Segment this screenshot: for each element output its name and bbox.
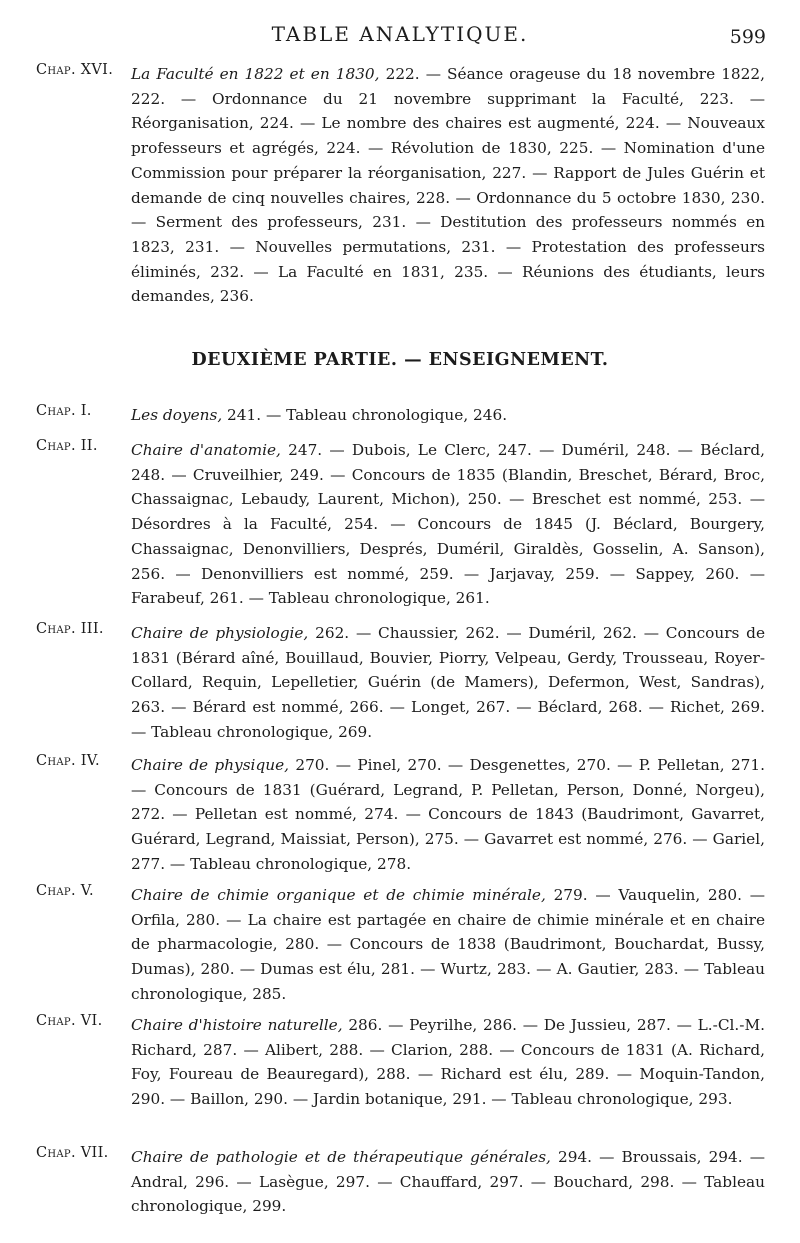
- chapter-body: [131, 62, 765, 309]
- chapter-body: [131, 883, 765, 1007]
- part-heading: DEUXIÈME PARTIE. — ENSEIGNEMENT.: [191, 350, 609, 370]
- chapter-title: La Faculté en 1822 et en 1830,: [131, 65, 380, 83]
- chapter-body: [131, 403, 765, 428]
- chapter-label: Chap. VI.: [36, 1013, 103, 1029]
- page-number: 599: [729, 26, 766, 48]
- chapter-label: Chap. V.: [36, 883, 94, 899]
- chapter-body: [131, 1013, 765, 1112]
- running-header: [0, 22, 800, 52]
- chapter-text: 241. — Tableau chronologique, 246.: [222, 406, 508, 424]
- chapter-title: Les doyens,: [131, 406, 223, 424]
- chapter-title: Chaire de physiologie,: [131, 624, 309, 642]
- chapter-text: 262. — Chaussier, 262. — Duméril, 262. — Concours de 1831 (Bérard aîné, Bouillaud, Bouvier, Piorry, Velpeau, Gerdy, Trousseau, Royer-Collard, Requin, Lepelletier, Guérin (de Mamers), Defermon, West, Sandras), 263. — Bérard est nommé, 266. — Longet, 267. — Béclard, 268. — Richet, 269. — Tableau chronologique, 269.: [131, 624, 765, 741]
- chapter-text: 294. — Broussais, 294. — Andral, 296. — Lasègue, 297. — Chauffard, 297. — Bouchard, 298. — Tableau chronologique, 299.: [131, 1148, 765, 1216]
- chapter-text: 247. — Dubois, Le Clerc, 247. — Duméril, 248. — Béclard, 248. — Cruveilhier, 249. — Concours de 1835 (Blandin, Breschet, Bérard, Broc, Chassaignac, Lebaudy, Laurent, Michon), 250. — Breschet est nommé, 253. — Désordres à la Faculté, 254. — Concours de 1845 (J. Béclard, Bourgery, Chassaignac, Denonvilliers, Després, Duméril, Giraldès, Gosselin, A. Sanson), 256. — Denonvilliers est nommé, 259. — Jarjavay, 259. — Sappey, 260. — Farabeuf, 261. — Tableau chronologique, 261.: [131, 441, 765, 608]
- chapter-title: Chaire d'anatomie,: [131, 441, 281, 459]
- chapter-body: [131, 1145, 765, 1219]
- chapter-title: Chaire d'histoire naturelle,: [131, 1016, 343, 1034]
- chapter-body: [131, 753, 765, 877]
- chapter-text: 270. — Pinel, 270. — Desgenettes, 270. — P. Pelletan, 271. — Concours de 1831 (Guérard, Legrand, P. Pelletan, Person, Donné, Norgeu), 272. — Pelletan est nommé, 274. — Concours de 1843 (Baudrimont, Gavarret, Guérard, Legrand, Maissiat, Person), 275. — Gavarret est nommé, 276. — Gariel, 277. — Tableau chronologique, 278.: [131, 756, 766, 873]
- chapter-text: 279. — Vauquelin, 280. — Orfila, 280. — La chaire est partagée en chaire de chimie minérale et en chaire de pharmacologie, 280. — Concours de 1838 (Baudrimont, Bouchardat, Bussy, Dumas), 280. — Dumas est élu, 281. — Wurtz, 283. — A. Gautier, 283. — Tableau chronologique, 285.: [131, 886, 765, 1003]
- chapter-body: [131, 438, 765, 611]
- chapter-label: Chap. VII.: [36, 1145, 109, 1161]
- chapter-body: [131, 621, 765, 745]
- chapter-label: Chap. XVI.: [36, 62, 114, 78]
- chapter-label: Chap. I.: [36, 403, 92, 419]
- chapter-title: Chaire de physique,: [131, 756, 290, 774]
- running-title: TABLE ANALYTIQUE.: [271, 22, 529, 46]
- chapter-text: 286. — Peyrilhe, 286. — De Jussieu, 287. — L.-Cl.-M. Richard, 287. — Alibert, 288. — Clarion, 288. — Concours de 1831 (A. Richard, Foy, Foureau de Beauregard), 288. — Richard est élu, 289. — Moquin-Tandon, 290. — Baillon, 290. — Jardin botanique, 291. — Tableau chronologique, 293.: [131, 1016, 765, 1109]
- chapter-label: Chap. II.: [36, 438, 98, 454]
- chapter-title: Chaire de pathologie et de thérapeutique générales,: [131, 1148, 551, 1166]
- chapter-label: Chap. IV.: [36, 753, 100, 769]
- chapter-title: Chaire de chimie organique et de chimie minérale,: [131, 886, 546, 904]
- chapter-text: 222. — Séance orageuse du 18 novembre 1822, 222. — Ordonnance du 21 novembre supprimant la Faculté, 223. — Réorganisation, 224. — Le nombre des chaires est augmenté, 224. — Nouveaux professeurs et agrégés, 224. — Révolution de 1830, 225. — Nomination d'une Commission pour préparer la réorganisation, 227. — Rapport de Jules Guérin et demande de cinq nouvelles chaires, 228. — Ordonnance du 5 octobre 1830, 230. — Serment des professeurs, 231. — Destitution des professeurs nommés en 1823, 231. — Nouvelles permutations, 231. — Protestation des professeurs éliminés, 232. — La Faculté en 1831, 235. — Réunions des étudiants, leurs demandes, 236.: [131, 65, 765, 306]
- chapter-label: Chap. III.: [36, 621, 104, 637]
